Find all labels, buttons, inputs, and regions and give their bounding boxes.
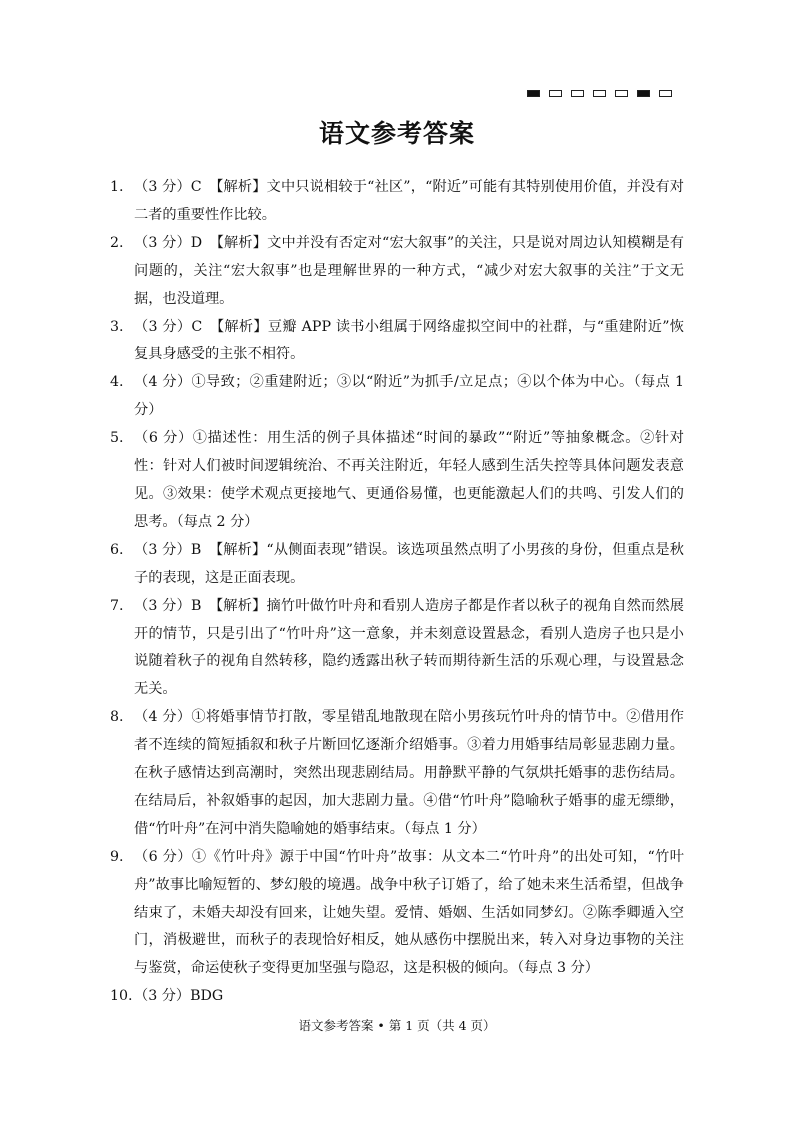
answer-text: （6 分）①《竹叶舟》源于中国“竹叶舟”故事：从文本二“竹叶舟”的出处可知，“竹叶舟”故事比喻短暂的、梦幻般的境遇。战争中秋子订婚了，给了她未来生活希望，但战争结束了，未婚夫却没有回来，让她失望。爱情、婚姻、生活如同梦幻。②陈季卿遁入空门，消极避世，而秋子的表现恰好相反，她从感伤中摆脱出来，转入对身边事物的关注与鉴赏，命运使秋子变得更加坚强与隐忍，这是积极的倾向。（每点 3 分） xyxy=(134,848,684,977)
page-footer: 语文参考答案 • 第 1 页（共 4 页） xyxy=(298,1018,496,1033)
answer-number: 1. xyxy=(110,179,124,195)
answer-number: 3. xyxy=(110,318,124,335)
answer-list xyxy=(110,174,684,1011)
page-title: 语文参考答案 xyxy=(318,119,475,148)
page-mark xyxy=(659,90,672,97)
page-marks xyxy=(527,90,672,97)
answer-text: （3 分）C 【解析】豆瓣 APP 读书小组属于网络虚拟空间中的社群，与“重建附近”恢复具身感受的主张不相符。 xyxy=(134,318,684,363)
answer-number: 2. xyxy=(110,234,124,251)
answer-text: （3 分）B 【解析】“从侧面表现”错误。该选项虽然点明了小男孩的身份，但重点是秋子的表现，这是正面表现。 xyxy=(134,541,684,586)
page-mark xyxy=(571,90,584,97)
page-mark xyxy=(593,90,606,97)
answer-item xyxy=(110,593,684,705)
answer-item xyxy=(110,230,684,314)
answer-text: （3 分）BDG xyxy=(134,988,224,1005)
answer-number: 5. xyxy=(110,430,124,447)
answer-text: （6 分）①描述性：用生活的例子具体描述“时间的暴政”“附近”等抽象概念。②针对性：针对人们被时间逻辑统治、不再关注附近，年轻人感到生活失控等具体问题发表意见。③效果：使学术观点更接地气、更通俗易懂，也更能激起人们的共鸣、引发人们的思考。（每点 2 分） xyxy=(134,430,684,530)
answer-number: 6. xyxy=(110,541,124,558)
answer-item xyxy=(110,537,684,593)
page-mark xyxy=(549,90,562,97)
answer-item xyxy=(110,314,684,370)
page-mark xyxy=(527,90,540,97)
answer-number: 7. xyxy=(110,597,124,614)
answer-item xyxy=(110,983,684,1011)
answer-number: 8. xyxy=(110,709,124,726)
answer-item xyxy=(110,369,684,425)
answer-item xyxy=(110,844,684,984)
answer-text: （4 分）①导致；②重建附近；③以“附近”为抓手/立足点；④以个体为中心。（每点 1 分） xyxy=(134,374,684,419)
answer-number: 4. xyxy=(110,374,124,391)
answer-number: 10. xyxy=(110,988,133,1005)
answer-item xyxy=(110,174,684,230)
answer-item xyxy=(110,425,684,537)
page-mark xyxy=(637,90,650,97)
answer-text: （4 分）①将婚事情节打散，零星错乱地散现在陪小男孩玩竹叶舟的情节中。②借用作者不连续的简短插叙和秋子片断回忆逐渐介绍婚事。③着力用婚事结局彰显悲剧力量。在秋子感情达到高潮时，突然出现悲剧结局。用静默平静的气氛烘托婚事的悲伤结局。在结局后，补叙婚事的起因，加大悲剧力量。④借“竹叶舟”隐喻秋子婚事的虚无缥缈，借“竹叶舟”在河中消失隐喻她的婚事结束。（每点 1 分） xyxy=(134,709,684,837)
answer-number: 9. xyxy=(110,848,124,865)
answer-text: （3 分）C 【解析】文中只说相较于“社区”，“附近”可能有其特别使用价值，并没有对二者的重要性作比较。 xyxy=(134,179,684,223)
answer-text: （3 分）D 【解析】文中并没有否定对“宏大叙事”的关注，只是说对周边认知模糊是有问题的，关注“宏大叙事”也是理解世界的一种方式，“减少对宏大叙事的关注”于文无据，也没道理。 xyxy=(134,234,684,307)
page-mark xyxy=(615,90,628,97)
answer-item xyxy=(110,704,684,844)
answer-text: （3 分）B 【解析】摘竹叶做竹叶舟和看别人造房子都是作者以秋子的视角自然而然展开的情节，只是引出了“竹叶舟”这一意象，并未刻意设置悬念，看别人造房子也只是小说随着秋子的视角自然转移，隐约透露出秋子转而期待新生活的乐观心理，与设置悬念无关。 xyxy=(134,597,684,698)
